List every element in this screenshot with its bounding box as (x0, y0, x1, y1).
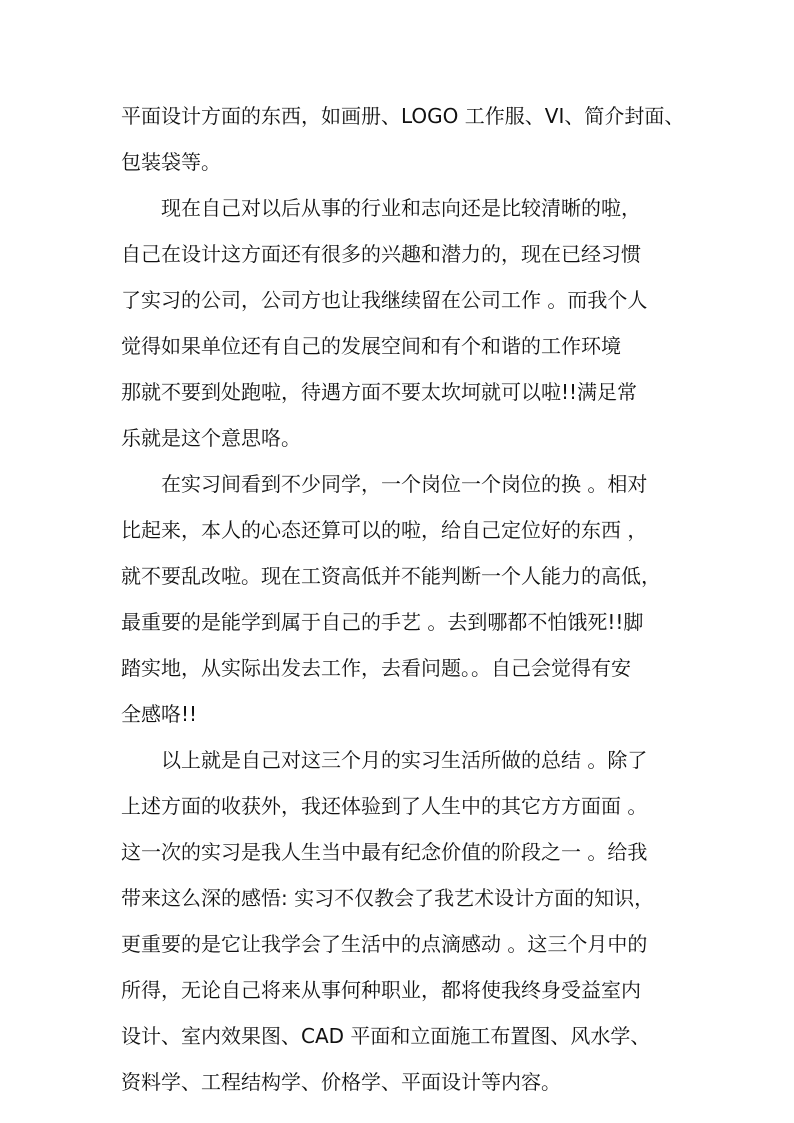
text-line: 平面设计方面的东西，如画册、LOGO 工作服、VI、简介封面、 (121, 104, 685, 128)
text-line-indented: 现在自己对以后从事的行业和志向还是比较清晰的啦， (161, 196, 641, 220)
text-line: 带来这么深的感悟: 实习不仅教会了我艺术设计方面的知识， (121, 886, 655, 910)
text-line: 全感咯!! (121, 702, 198, 726)
text-line: 觉得如果单位还有自己的发展空间和有个和谐的工作环境 (121, 334, 621, 358)
text-line: 资料学、工程结构学、价格学、平面设计等内容。 (121, 1070, 561, 1094)
text-line: 自己在设计这方面还有很多的兴趣和潜力的，现在已经习惯 (121, 242, 641, 266)
text-line-indented: 以上就是自己对这三个月的实习生活所做的总结 。除了 (161, 748, 648, 772)
document-body (121, 93, 685, 1105)
paragraph-2 (121, 185, 673, 461)
text-line: 包装袋等。 (121, 150, 221, 174)
text-line: 比起来，本人的心态还算可以的啦，给自己定位好的东西 ， (121, 518, 648, 542)
text-line: 更重要的是它让我学会了生活中的点滴感动 。这三个月中的 (121, 932, 648, 956)
text-line: 上述方面的收获外，我还体验到了人生中的其它方方面面 。 (121, 794, 648, 818)
paragraph-3 (121, 461, 673, 737)
paragraph-1 (121, 93, 685, 185)
text-line: 了实习的公司，公司方也让我继续留在公司工作 。而我个人 (121, 288, 648, 312)
paragraph-4 (121, 737, 673, 1105)
text-line: 就不要乱改啦。现在工资高低并不能判断一个人能力的高低， (121, 564, 661, 588)
text-line-indented: 在实习间看到不少同学，一个岗位一个岗位的换 。相对 (161, 472, 648, 496)
text-line: 设计、室内效果图、CAD 平面和立面施工布置图、风水学、 (121, 1024, 651, 1048)
text-line: 最重要的是能学到属于自己的手艺 。去到哪都不怕饿死!!脚 (121, 610, 644, 634)
text-line: 踏实地，从实际出发去工作，去看问题。。自己会觉得有安 (121, 656, 631, 680)
text-line: 乐就是这个意思咯。 (121, 426, 301, 450)
text-line: 这一次的实习是我人生当中最有纪念价值的阶段之一 。给我 (121, 840, 648, 864)
text-line: 那就不要到处跑啦，待遇方面不要太坎坷就可以啦!!满足常 (121, 380, 638, 404)
text-line: 所得，无论自己将来从事何种职业，都将使我终身受益室内 (121, 978, 641, 1002)
